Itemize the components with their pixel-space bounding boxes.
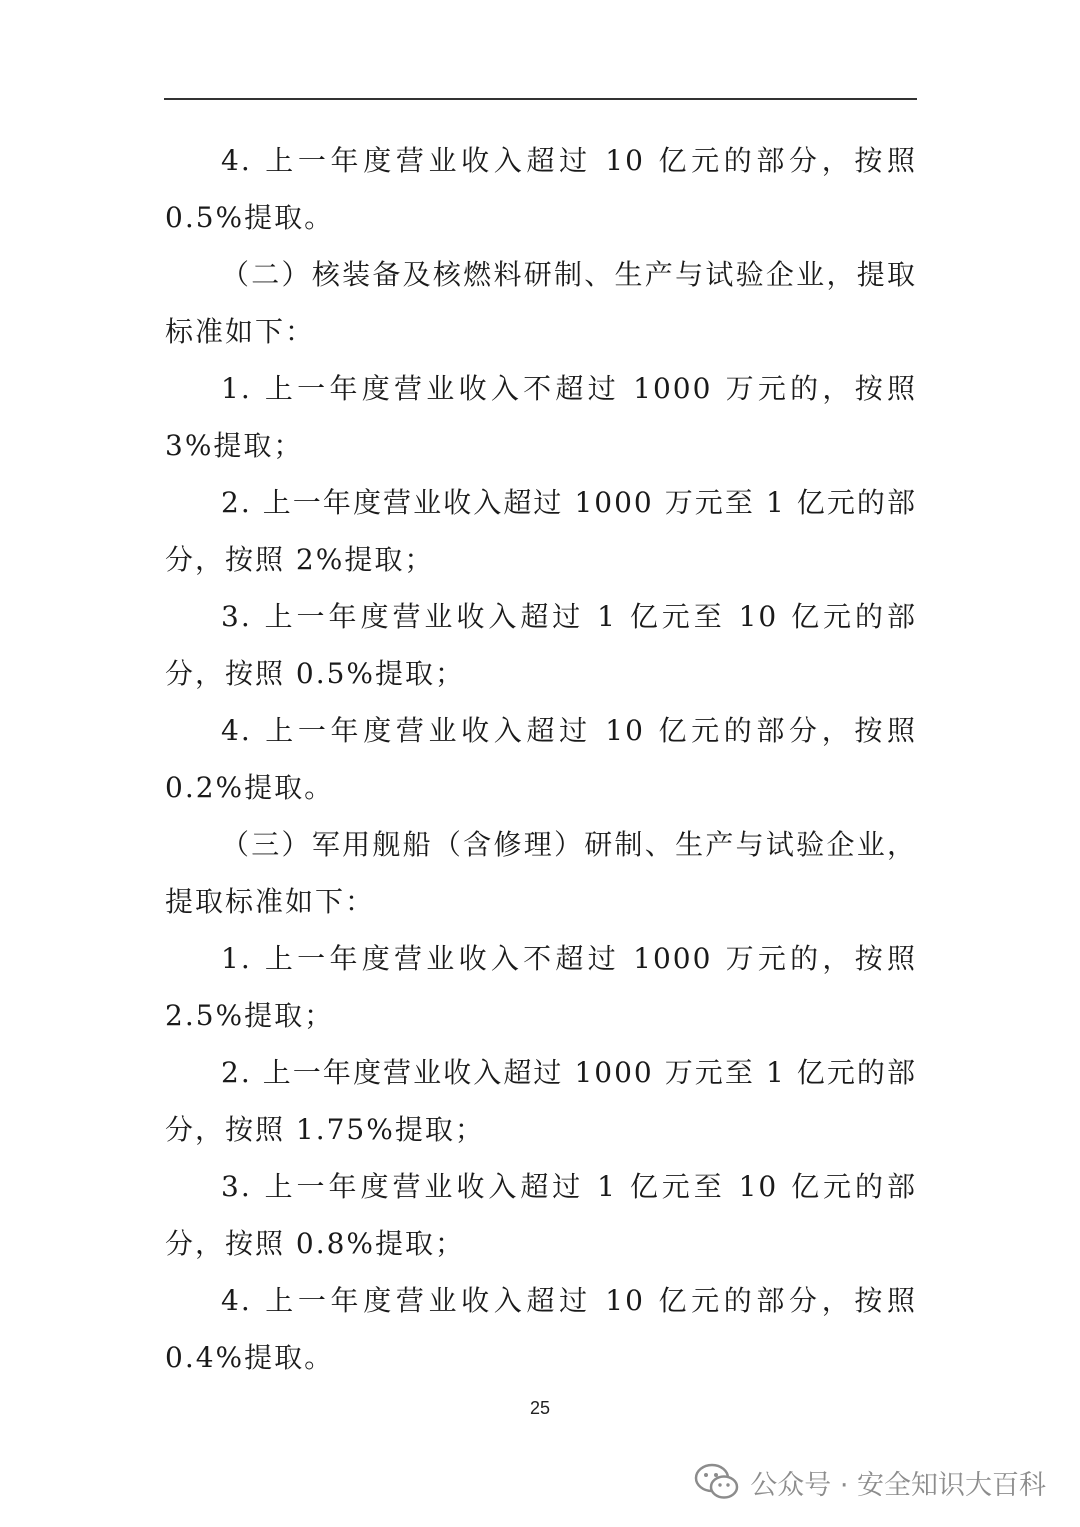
header-rule: [164, 98, 917, 100]
paragraph: 2. 上一年度营业收入超过 1000 万元至 1 亿元的部分，按照 1.75%提取；: [165, 1056, 917, 1146]
paragraph: 2. 上一年度营业收入超过 1000 万元至 1 亿元的部分，按照 2%提取；: [165, 486, 917, 576]
paragraph: 1. 上一年度营业收入不超过 1000 万元的，按照 3%提取；: [165, 372, 917, 462]
paragraph: 4. 上一年度营业收入超过 10 亿元的部分，按照 0.2%提取。: [165, 714, 917, 804]
watermark-text: 公众号 · 安全知识大百科: [750, 1469, 1046, 1501]
section-heading: （二）核装备及核燃料研制、生产与试验企业，提取标准如下：: [165, 258, 917, 348]
paragraph: 3. 上一年度营业收入超过 1 亿元至 10 亿元的部分，按照 0.5%提取；: [165, 600, 917, 690]
document-body: [165, 132, 917, 1386]
paragraph: 4. 上一年度营业收入超过 10 亿元的部分，按照 0.5%提取。: [165, 144, 917, 234]
section-heading: （三）军用舰船（含修理）研制、生产与试验企业，提取标准如下：: [165, 828, 917, 918]
paragraph: 1. 上一年度营业收入不超过 1000 万元的，按照 2.5%提取；: [165, 942, 917, 1032]
paragraph: 3. 上一年度营业收入超过 1 亿元至 10 亿元的部分，按照 0.8%提取；: [165, 1170, 917, 1260]
watermark: [694, 1462, 1046, 1502]
wechat-icon: [694, 1462, 740, 1502]
page-number: 25: [529, 1398, 551, 1418]
paragraph: 4. 上一年度营业收入超过 10 亿元的部分，按照 0.4%提取。: [165, 1284, 917, 1374]
